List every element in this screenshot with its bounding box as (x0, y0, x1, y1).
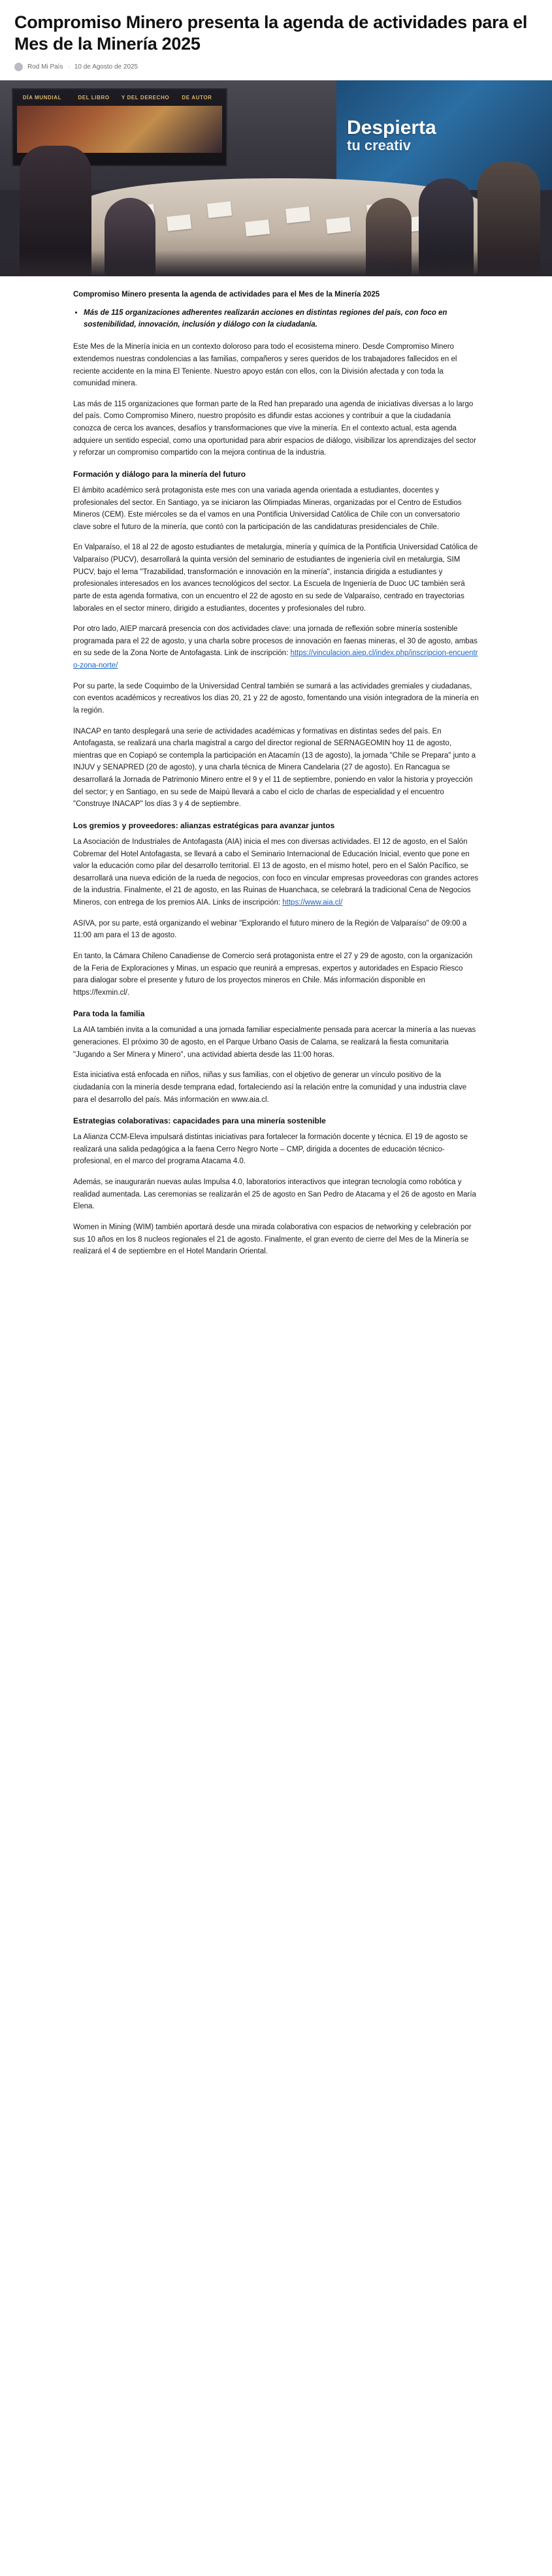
paragraph-text: La Asociación de Industriales de Antofagasta (AIA) inicia el mes con diversas actividades. El 12 de agosto, en el Salón Cobremar del Hotel Antofagasta, se llevará a cabo el Seminario Internacional de Educación Inicial, evento que pone en valor la educación como pilar del desarrollo territorial. El 13 de agosto, en el mismo hotel, pero en el Salón Pacífico, se desarrollará una nueva edición de la rueda de negocios, con foco en vincular empresas proveedoras con grandes actores de la industria. Finalmente, el 21 de agosto, en las Ruinas de Huanchaca, se celebrará la tradicional Cena de Negocios Mineros, con entrega de los premios AIA. Links de inscripción: (73, 837, 479, 907)
paragraph-text: Por otro lado, AIEP marcará presencia con dos actividades clave: una jornada de reflexión sobre minería sostenible programada para el 22 de agosto, y una charla sobre procesos de innovación en faenas mineras, el 30 de agosto, ambas en su sede de la Zona Norte de Antofagasta. Link de inscripción: (73, 625, 478, 658)
lede-bullet-list (73, 308, 479, 331)
paragraph: Las más de 115 organizaciones que forman parte de la Red han preparado una agenda de iniciativas diversas a lo largo del país. Como Compromiso Minero, nuestro propósito es difundir estas acciones y contribuir a que la ciudadanía conozca de cerca los avances, desafíos y transformaciones que vive la minería. En el contexto actual, esta agenda adquiere un sentido especial, como una oportunidad para abrir espacios de diálogo, visibilizar los aprendizajes del sector y reforzar un compromiso compartido con la mejora continua de la industria. (73, 400, 476, 457)
banner-word: DE AUTOR (182, 94, 212, 101)
paragraph: El ámbito académico será protagonista este mes con una variada agenda orientada a estudiantes, docentes y profesionales del sector. En Santiago, ya se iniciaron las Olimpiadas Mineras, organizadas por el Centro de Estudios Mineros (CEM). Este miércoles se da el vamos en una Pontificia Universidad Católica de Chile con un conversatorio clave sobre el futuro de la minería, que contó con la participación de las candidaturas presidenciales de Chile. (73, 486, 462, 531)
byline (14, 63, 538, 71)
article-lede: Compromiso Minero presenta la agenda de actividades para el Mes de la Minería 2025 (73, 290, 380, 298)
banner-word: DEL LIBRO (78, 94, 110, 101)
paragraph: En tanto, la Cámara Chileno Canadiense de Comercio será protagonista entre el 27 y 29 de agosto, con la organización de la Feria de Exploraciones y Minas, un espacio que reunirá a empresas, expertos y autoridades en Espacio Riesco para dialogar sobre el presente y futuro de los proyectos mineros en Chile. Más información disponible en https://fexmin.cl/. (73, 952, 473, 997)
inscription-link-aiep[interactable]: https://vinculacion.aiep.cl/index.php/inscripcion-encuentro-zona-norte/ (73, 649, 478, 670)
banner-word: Y DEL DERECHO (121, 94, 170, 101)
paragraph: INACAP en tanto desplegará una serie de actividades académicas y formativas en distintas sedes del país. En Antofagasta, se realizará una charla magistral a cargo del director regional de SERNAGEOMIN hoy 11 de agosto, mientras que en Copiapó se contempla la participación en Atacamín (13 de agosto), la jornada "Chile se Prepara" junto a INJUV y SENAPRED (20 de agosto), y una charla técnica de Minera Candelaria (27 de agosto). En Rancagua se desarrollará la Jornada de Patrimonio Minero entre el 9 y el 11 de septiembre, poniendo en valor la historia y proyección del sector; y en Santiago, en su sede de Maipú llevará a cabo el ciclo de charlas de especialidad y el encuentro "Construye INACAP" los días 3 y 4 de septiembre. (73, 727, 476, 809)
hero-floor (0, 250, 552, 276)
paragraph: Por su parte, la sede Coquimbo de la Universidad Central también se sumará a las actividades gremiales y ciudadanas, con eventos académicos y recreativos los días 20, 21 y 22 de agosto, fomentando una visión integradora de la minería en la región. (73, 682, 479, 715)
screen-text-line2: tu creativ (347, 137, 411, 154)
page-title: Compromiso Minero presenta la agenda de actividades para el Mes de la Minería 2025 (14, 12, 528, 54)
section-heading: Para toda la familia (73, 1009, 145, 1019)
inscription-link-aia[interactable]: https://www.aia.cl/ (282, 899, 343, 907)
banner-word: DÍA MUNDIAL (22, 94, 62, 101)
paragraph: La Alianza CCM-Eleva impulsará distintas iniciativas para fortalecer la formación docente y técnica. El 19 de agosto se realizará una salida pedagógica a la faena Cerro Negro Norte – CMP, dirigida a docentes de educación técnico-profesional, en el marco del programa Atacama 4.0. (73, 1133, 468, 1166)
section-heading: Estrategias colaborativas: capacidades para una minería sostenible (73, 1116, 326, 1126)
avatar (14, 63, 23, 71)
byline-date: 10 de Agosto de 2025 (74, 63, 138, 71)
section-heading: Los gremios y proveedores: alianzas estratégicas para avanzar juntos (73, 820, 335, 830)
screen-text-line1: Despierta tu creativ (347, 116, 436, 154)
article-body (0, 276, 552, 1258)
list-item: • Más de 115 organizaciones adherentes realizarán acciones en distintas regiones del país, con foco en sostenibilidad, innovación, inclusión y diálogo con la ciudadanía. (84, 308, 479, 331)
paragraph: Este Mes de la Minería inicia en un contexto doloroso para todo el ecosistema minero. Desde Compromiso Minero extendemos nuestras condolencias a las familias, compañeros y seres queridos de los trabajadores fallecidos en el reciente accidente en la mina El Teniente. Nuestro apoyo están con ellos, con la División afectada y con toda la comunidad minera. (73, 343, 457, 388)
byline-author: Rod Mi País (27, 63, 63, 71)
paragraph: ASIVA, por su parte, está organizando el webinar "Explorando el futuro minero de la Región de Valparaíso" de 09:00 a 11:00 am para el 13 de agosto. (73, 919, 467, 940)
paragraph: Women in Mining (WIM) también aportará desde una mirada colaborativa con espacios de networking y celebración por sus 10 años en los 8 nucleos regionales el 21 de agosto. Finalmente, el gran evento de cierre del Mes de la Minería se realizará el 4 de septiembre en el Hotel Mandarin Oriental. (73, 1223, 472, 1256)
paragraph: Además, se inaugurarán nuevas aulas Impulsa 4.0, laboratorios interactivos que integran tecnología como robótica y realidad aumentada. Las ceremonias se realizarán el 25 de agosto en San Pedro de Atacama y el 26 de agosto en María Elena. (73, 1178, 476, 1211)
paragraph (73, 836, 479, 909)
paragraph: En Valparaíso, el 18 al 22 de agosto estudiantes de metalurgia, minería y química de la Pontificia Universidad Católica de Valparaíso (PUCV), desarrollará la quinta versión del seminario de estudiantes de ingeniería civil en metalurgia, SIM PUCV, bajo el lema "Trazabilidad, transformación e innovación en la minería", instancia dirigida a estudiantes y profesionales interesados en los avances tecnológicos del sector. La Escuela de Ingeniería de Duoc UC también será parte de esta agenda formativa, con un encuentro el 22 de agosto en su sede de Valparaíso, centrado en trayectorias laborales en el sector minero, dirigido a estudiantes, docentes y profesionales del rubro. (73, 543, 478, 613)
article-page (0, 0, 552, 1286)
paragraph: La AIA también invita a la comunidad a una jornada familiar especialmente pensada para acercar la minería a las nuevas generaciones. El próximo 30 de agosto, en el Parque Urbano Oasis de Calama, se realizará la fiesta comunitaria "Jugando a Ser Minera y Minero", una actividad abierta desde las 11:00 horas. (73, 1026, 476, 1059)
section-heading: Formación y diálogo para la minería del futuro (73, 469, 246, 479)
hero-image (0, 80, 552, 276)
article-header (0, 0, 552, 80)
paragraph: Esta iniciativa está enfocada en niños, niñas y sus familias, con el objetivo de generar un vínculo positivo de la ciudadanía con la minería desde temprana edad, fortaleciendo así la relación entre la comunidad y una industria clave para el desarrollo del país. Más información en www.aia.cl. (73, 1071, 467, 1104)
paragraph (73, 623, 479, 672)
byline-separator: · (67, 63, 70, 71)
